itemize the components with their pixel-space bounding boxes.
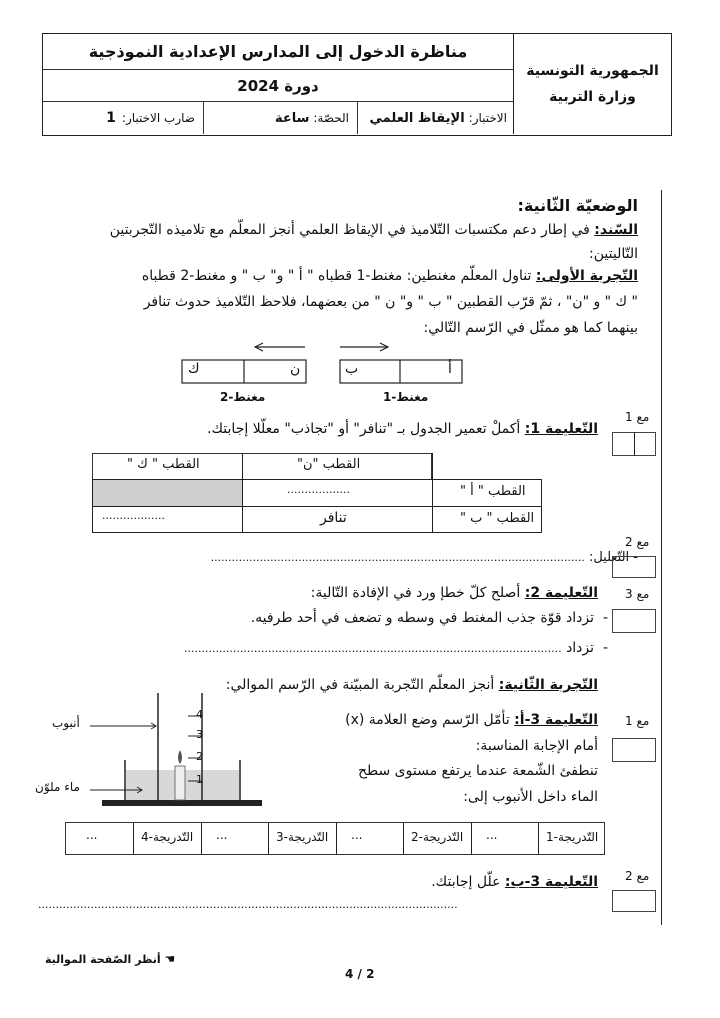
country-name: الجمهورية التونسية bbox=[526, 63, 659, 79]
base-plate bbox=[102, 800, 262, 806]
context-line2: التّاليتين: bbox=[589, 246, 638, 262]
grade-label-2: مع 2 bbox=[625, 535, 650, 549]
option-2-label: التّدريجة-2 bbox=[411, 830, 464, 844]
col-header-k: القطب " ك " bbox=[127, 457, 200, 472]
option-1-label: التّدريجة-1 bbox=[546, 830, 599, 844]
q3a-options-table bbox=[65, 822, 605, 855]
q2-answer-dots: ............................................................................................................ bbox=[183, 642, 562, 655]
exam-title: مناظرة الدخول إلى المدارس الإعدادية النموذجية bbox=[88, 42, 468, 61]
pole-n: ن bbox=[290, 361, 301, 377]
option-3-label: التّدريجة-3 bbox=[276, 830, 329, 844]
q3b-text: علّل إجابتك. bbox=[431, 874, 501, 890]
exp1-line2: " ك " و "ن" ، ثمّ قرّب القطبين " ب " و" ن " من بعضهما، فلاحظ التّلاميذ حدوث تنافر bbox=[143, 294, 638, 310]
exam-header bbox=[42, 33, 672, 136]
coef-cell bbox=[43, 102, 203, 134]
tube-label: أنبوب bbox=[52, 716, 80, 730]
grade-box-3[interactable] bbox=[612, 609, 656, 633]
col-header-n: القطب "ن" bbox=[297, 457, 361, 472]
q2-statement: - تزداد قوّة جذب المغنط في وسطه و تضعف في أحد طرفيه. bbox=[250, 610, 608, 626]
margin-divider bbox=[661, 190, 662, 925]
q1-reason-dots: ........................................................................................................... bbox=[210, 551, 585, 564]
q1-instruction bbox=[207, 421, 598, 437]
q2-text: أصلح كلّ خطإ ورد في الإفادة التّالية: bbox=[310, 585, 521, 601]
q2-instruction bbox=[311, 585, 598, 601]
coef-value: 1 bbox=[106, 110, 116, 126]
q1-text: أكملْ تعمير الجدول بـ "تنافر" أو "تجاذب" معلّلا إجابتك. bbox=[207, 421, 521, 437]
q3a-line1 bbox=[345, 712, 598, 728]
cell-b-k[interactable]: .................. bbox=[102, 509, 165, 522]
exp2-text: أنجز المعلّم التّجربة المبيّنة في الرّسم الموالي: bbox=[225, 677, 495, 693]
q2-statement-text: تزداد قوّة جذب المغنط في وسطه و تضعف في أحد طرفيه. bbox=[250, 610, 595, 626]
pole-a: أ bbox=[448, 361, 452, 377]
next-page-text: أنظر الصّفحة الموالية bbox=[45, 953, 161, 966]
magnet-1-label: مغنط-1 bbox=[383, 390, 429, 404]
row-header-b: القطب " ب " bbox=[460, 511, 535, 526]
grade-box-1-split bbox=[634, 432, 635, 456]
magnet-1 bbox=[340, 360, 462, 383]
tube-diagram bbox=[30, 688, 270, 813]
grade-label-3: مع 3 bbox=[625, 587, 650, 601]
grad-1: 1 bbox=[196, 773, 203, 786]
option-1-box[interactable]: ... bbox=[486, 828, 498, 842]
cell-a-n[interactable]: .................. bbox=[287, 483, 350, 496]
q3a-line3: تنطفئ الشّمعة عندما يرتفع مستوى سطح bbox=[357, 763, 598, 779]
header-country-cell bbox=[513, 34, 671, 134]
subject-cell bbox=[357, 102, 513, 134]
subject-label: الاختبار: bbox=[468, 111, 507, 125]
pole-b: ب bbox=[345, 361, 359, 377]
candle-flame bbox=[178, 750, 182, 764]
exp1-line1 bbox=[142, 268, 638, 284]
exp1-label: التّجربة الأولى: bbox=[535, 268, 638, 284]
right-arrow bbox=[340, 343, 388, 351]
q3a-text1: تأمّل الرّسم وضع العلامة (x) bbox=[345, 712, 510, 728]
left-arrow bbox=[255, 343, 305, 351]
grade-label-1: مع 1 bbox=[625, 410, 650, 424]
q3b-label: التّعليمة 3-ب: bbox=[504, 874, 598, 890]
pointing-hand-icon: ☚ bbox=[164, 952, 176, 966]
grad-2: 2 bbox=[196, 750, 203, 763]
q1-reason-line[interactable] bbox=[211, 550, 638, 565]
q3a-label: التّعليمة 3-أ: bbox=[514, 712, 598, 728]
grade-label-4: مع 1 bbox=[625, 714, 650, 728]
q2-label: التّعليمة 2: bbox=[524, 585, 598, 601]
next-page-note bbox=[45, 952, 175, 966]
q3a-line2: أمام الإجابة المناسبة: bbox=[475, 738, 598, 754]
exp1-line3: بينهما كما هو ممثّل في الرّسم التّالي: bbox=[423, 320, 638, 336]
grade-box-4[interactable] bbox=[612, 738, 656, 762]
magnet-2-label: مغنط-2 bbox=[220, 390, 266, 404]
duration-label: الحصّة: bbox=[313, 111, 349, 125]
q1-label: التّعليمة 1: bbox=[524, 421, 598, 437]
exp2-line bbox=[226, 677, 598, 693]
context-text: في إطار دعم مكتسبات التّلاميذ في الإيقاظ العلمي أنجز المعلّم مع تلاميذه التّجربتين bbox=[109, 222, 590, 238]
context-label: السّند: bbox=[594, 222, 638, 238]
page-number: 4 / 2 bbox=[345, 967, 375, 981]
grade-box-5[interactable] bbox=[612, 890, 656, 912]
situation-title: الوضعيّة الثّانية: bbox=[517, 196, 638, 215]
grad-3: 3 bbox=[196, 728, 203, 741]
coef-label: ضارب الاختبار: bbox=[121, 111, 195, 125]
grade-box-2[interactable] bbox=[612, 556, 656, 578]
shaded-cell bbox=[93, 480, 242, 506]
option-2-box[interactable]: ... bbox=[351, 828, 363, 842]
q2-answer-line[interactable]: - تزداد ............................................................................................................ bbox=[183, 640, 608, 656]
candle bbox=[175, 766, 185, 800]
water-label: ماء ملوّن bbox=[35, 780, 80, 794]
subject-value: الإيقاظ العلمي bbox=[369, 110, 465, 126]
option-4-box[interactable]: ... bbox=[86, 828, 98, 842]
option-3-box[interactable]: ... bbox=[216, 828, 228, 842]
ministry-name: وزارة التربية bbox=[549, 89, 636, 105]
grade-label-5: مع 2 bbox=[625, 869, 650, 883]
session-cell bbox=[43, 70, 513, 102]
row-header-a: القطب " أ " bbox=[460, 484, 526, 499]
duration-value: ساعة bbox=[274, 110, 310, 126]
q3b-answer-dots[interactable]: ........................................................................................................................ bbox=[38, 898, 458, 911]
context-line1 bbox=[110, 222, 638, 238]
q3b-instruction bbox=[431, 874, 598, 890]
grad-4: 4 bbox=[196, 708, 203, 721]
q1-reason-label: - التّعليل: bbox=[588, 550, 638, 565]
q2-answer-start: تزداد bbox=[566, 640, 595, 656]
session-label: دورة 2024 bbox=[237, 76, 319, 95]
exam-title-cell bbox=[43, 34, 513, 70]
option-4-label: التّدريجة-4 bbox=[141, 830, 194, 844]
q3a-line4: الماء داخل الأنبوب إلى: bbox=[463, 789, 598, 805]
q1-table bbox=[92, 453, 542, 533]
cell-b-n: تنافر bbox=[320, 510, 347, 526]
exp2-label: التّجربة الثّانية: bbox=[498, 677, 598, 693]
duration-cell bbox=[203, 102, 357, 134]
pole-k: ك bbox=[188, 361, 200, 377]
exp1-text1: تناول المعلّم مغنطين: مغنط-1 قطباه " أ " و" ب " و مغنط-2 قطباه bbox=[141, 268, 532, 284]
